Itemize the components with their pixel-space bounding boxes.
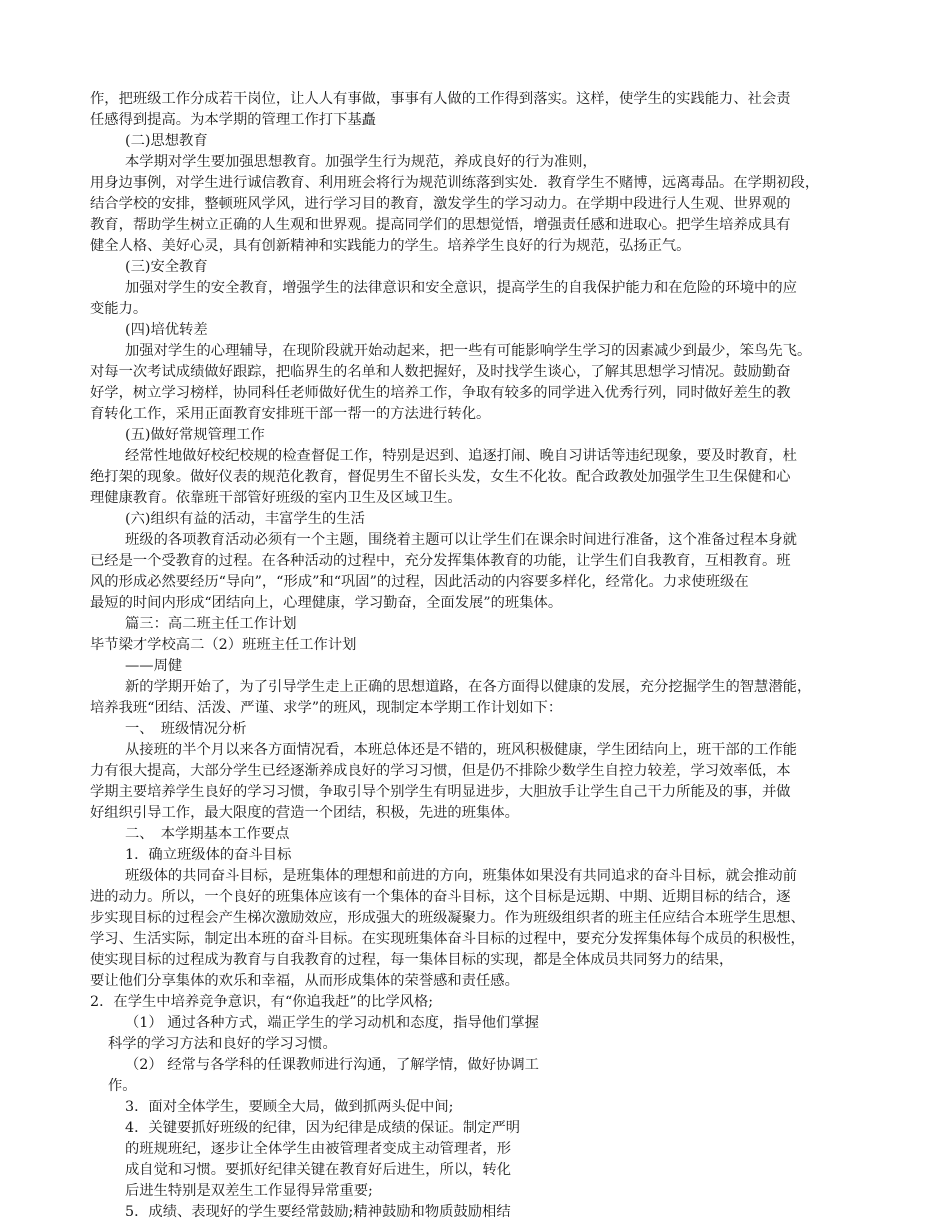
section-heading: (二)思想教育 bbox=[125, 133, 208, 149]
paragraph-line: 加强对学生的心理辅导，在现阶段就开始动起来，把一些有可能影响学生学习的因素减少到最少，笨鸟先飞。 bbox=[125, 343, 812, 359]
paragraph-line: 变能力。 bbox=[90, 301, 148, 317]
paragraph-line: 使实现目标的过程成为教育与自我教育的过程，每一集体目标的实现，都是全体成员共同努力的结果， bbox=[90, 952, 734, 968]
section-heading: 一、 班级情况分析 bbox=[125, 721, 247, 737]
section-heading: (四)培优转差 bbox=[125, 322, 208, 338]
list-item: （2） 经常与各学科的任课教师进行沟通，了解学情，做好协调工 bbox=[125, 1057, 539, 1073]
paragraph-line: 绝打架的现象。做好仪表的规范化教育，督促男生不留长头发，女生不化妆。配合政教处加强学生卫生保健和心 bbox=[90, 469, 791, 485]
paragraph-line: 好组织引导工作，最大限度的营造一个团结，积极，先进的班集体。 bbox=[90, 805, 519, 821]
document-title: 毕节梁才学校高二（2）班班主任工作计划 bbox=[90, 637, 357, 653]
paragraph-line: 用身边事例，对学生进行诚信教育、利用班会将行为规范训练落到实处．教育学生不赌博，远离毒品。在学期初段， bbox=[90, 175, 820, 191]
list-item: 5．成绩、表现好的学生要经常鼓励;精神鼓励和物质鼓励相结 bbox=[125, 1204, 511, 1220]
paragraph-line: 本学期对学生要加强思想教育。加强学生行为规范，养成良好的行为准则， bbox=[125, 154, 597, 170]
list-item: 作。 bbox=[108, 1078, 137, 1094]
paragraph-line: 最短的时间内形成“团结向上，心理健康，学习勤奋，全面发展”的班集体。 bbox=[90, 595, 563, 611]
paragraph-line: 已经是一个受教育的过程。在各种活动的过程中，充分发挥集体教育的功能，让学生们自我教育，互相教育。班 bbox=[90, 553, 791, 569]
paragraph-line: 教育，帮助学生树立正确的人生观和世界观。提高同学们的思想觉悟，增强责任感和进取心。把学生培养成具有 bbox=[90, 217, 791, 233]
paragraph-line: 风的形成必然要经历“导向”，“形成”和“巩固”的过程，因此活动的内容要多样化，经常化。力求使班级在 bbox=[90, 574, 749, 590]
paragraph-line: 新的学期开始了，为了引导学生走上正确的思想道路，在各方面得以健康的发展，充分挖掘学生的智慧潜能， bbox=[125, 679, 812, 695]
paragraph-line: 学习、生活实际，制定出本班的奋斗目标。在实现班集体奋斗目标的过程中，要充分发挥集体每个成员的积极性， bbox=[90, 931, 805, 947]
paragraph-line: 步实现目标的过程会产生梯次激励效应，形成强大的班级凝聚力。作为班级组织者的班主任应结合本班学生思想、 bbox=[90, 910, 805, 926]
paragraph-line: 健全人格、美好心灵，具有创新精神和实践能力的学生。培养学生良好的行为规范，弘扬正气。 bbox=[90, 238, 691, 254]
section-heading: (三)安全教育 bbox=[125, 259, 208, 275]
paragraph-line: 对每一次考试成绩做好跟踪，把临界生的名单和人数把握好，及时找学生谈心，了解其思想学习情况。鼓励勤奋 bbox=[90, 364, 791, 380]
section-heading: 二、 本学期基本工作要点 bbox=[125, 826, 290, 842]
paragraph-line: 好学，树立学习榜样，协同科任老师做好优生的培养工作，争取有较多的同学进入优秀行列，同时做好差生的教 bbox=[90, 385, 791, 401]
subsection-heading: 4．关键要抓好班级的纪律，因为纪律是成绩的保证。制定严明 bbox=[125, 1120, 521, 1136]
paragraph-line: 作，把班级工作分成若干岗位，让人人有事做，事事有人做的工作得到落实。这样，使学生的实践能力、社会责 bbox=[90, 91, 791, 107]
paragraph-line: 要让他们分享集体的欢乐和幸福，从而形成集体的荣誉感和责任感。 bbox=[90, 973, 519, 989]
paragraph-line: 班级体的共同奋斗目标，是班集体的理想和前进的方向，班集体如果没有共同追求的奋斗目标，就会推动前 bbox=[125, 868, 797, 884]
list-item: 3．面对全体学生，要顾全大局，做到抓两头促中间; bbox=[125, 1099, 454, 1115]
paragraph-line: 学期主要培养学生良好的学习习惯，争取引导个别学生有明显进步，大胆放手让学生自己干力所能及的事，并做 bbox=[90, 784, 791, 800]
subsection-heading: 的班规班纪，逐步让全体学生由被管理者变成主动管理者，形 bbox=[125, 1141, 512, 1157]
list-item: 科学的学习方法和良好的学习习惯。 bbox=[108, 1036, 337, 1052]
paragraph-line: 2．在学生中培养竞争意识，有“你追我赶”的比学风格; bbox=[90, 994, 434, 1010]
paragraph-line: 任感得到提高。为本学期的管理工作打下基矗 bbox=[90, 112, 376, 128]
section-heading: (五)做好常规管理工作 bbox=[125, 427, 265, 443]
author-line: ——周健 bbox=[125, 658, 183, 674]
paragraph-line: 理健康教育。依靠班干部管好班级的室内卫生及区域卫生。 bbox=[90, 490, 462, 506]
paragraph-line: 培养我班“团结、活泼、严谨、求学”的班风，现制定本学期工作计划如下： bbox=[90, 700, 563, 716]
paragraph-line: 力有很大提高，大部分学生已经逐渐养成良好的学习习惯，但是仍不排除少数学生自控力较差，学习效率低，本 bbox=[90, 763, 791, 779]
section-heading: 篇三：高二班主任工作计划 bbox=[125, 616, 297, 632]
paragraph-line: 从接班的半个月以来各方面情况看，本班总体还是不错的，班风积极健康，学生团结向上，班干部的工作能 bbox=[125, 742, 797, 758]
list-item: 成自觉和习惯。要抓好纪律关键在教育好后进生，所以，转化 bbox=[125, 1162, 512, 1178]
paragraph-line: 进的动力。所以，一个良好的班集体应该有一个集体的奋斗目标，这个目标是远期、中期、近期目标的结合，逐 bbox=[90, 889, 791, 905]
paragraph-line: 育转化工作，采用正面教育安排班干部一帮一的方法进行转化。 bbox=[90, 406, 491, 422]
paragraph-line: 经常性地做好校纪校规的检查督促工作，特别是迟到、追逐打闹、晚自习讲话等违纪现象，要及时教育，杜 bbox=[125, 448, 797, 464]
paragraph-line: 结合学校的安排，整顿班风学风，进行学习目的教育，激发学生的学习动力。在学期中段进行人生观、世界观的 bbox=[90, 196, 791, 212]
paragraph-line: 加强对学生的安全教育，增强学生的法律意识和安全意识，提高学生的自我保护能力和在危险的环境中的应 bbox=[125, 280, 797, 296]
paragraph-line: 班级的各项教育活动必须有一个主题，围绕着主题可以让学生们在课余时间进行准备，这个准备过程本身就 bbox=[125, 532, 797, 548]
section-heading: (六)组织有益的活动，丰富学生的生活 bbox=[125, 511, 365, 527]
list-item: 后进生特别是双差生工作显得异常重要; bbox=[125, 1183, 373, 1199]
subsection-heading: （1） 通过各种方式，端正学生的学习动机和态度，指导他们掌握 bbox=[125, 1015, 539, 1031]
subsection-heading: 1．确立班级体的奋斗目标 bbox=[125, 847, 292, 863]
